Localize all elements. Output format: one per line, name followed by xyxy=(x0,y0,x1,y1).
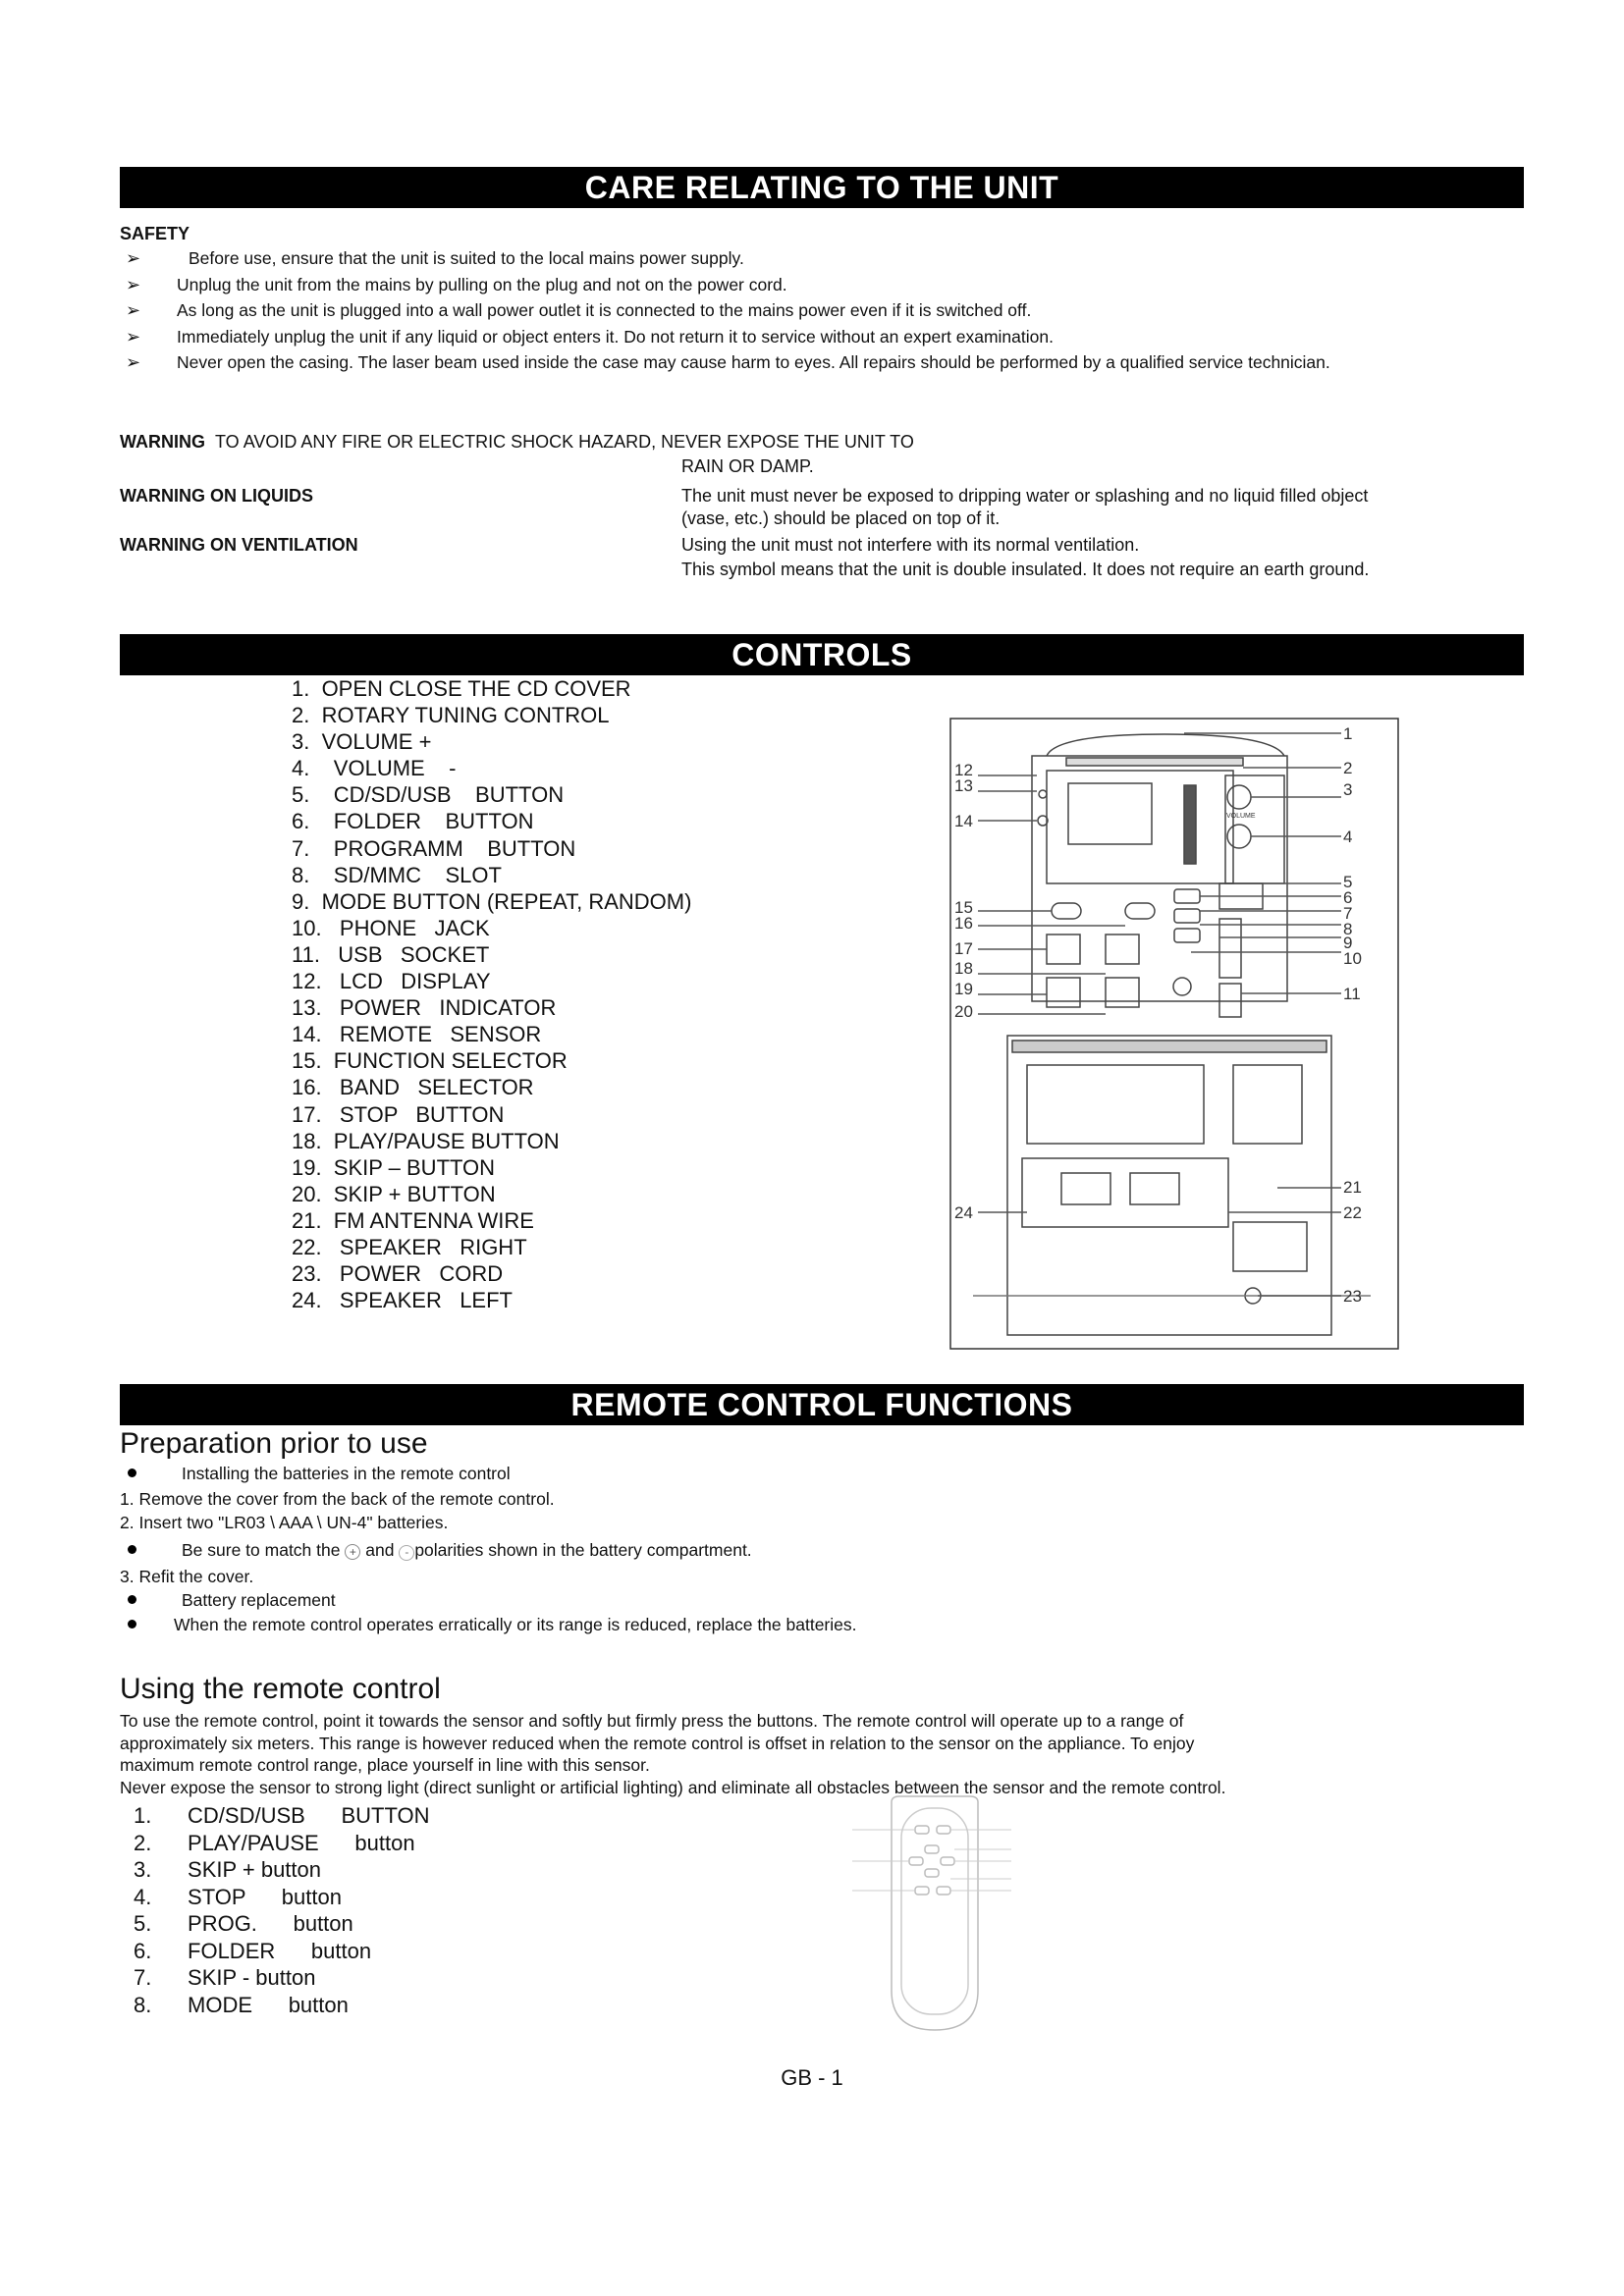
list-item: ➢ Immediately unplug the unit if any liquid or object enters it. Do not return it to service without an expert examination. xyxy=(120,324,1514,350)
bullet-dot-icon xyxy=(128,1620,136,1629)
callout-9: 9 xyxy=(1343,934,1353,952)
list-item: 14. REMOTE SENSOR xyxy=(292,1022,542,1047)
list-item: 8. SD/MMC SLOT xyxy=(292,862,502,887)
remote-button xyxy=(925,1869,939,1877)
prep-line-step3: 3. Refit the cover. xyxy=(120,1567,254,1586)
list-item: 18. PLAY/PAUSE BUTTON xyxy=(292,1128,560,1153)
callout-17: 17 xyxy=(954,939,973,958)
callout-1: 1 xyxy=(1343,724,1353,743)
function-selector xyxy=(1052,903,1081,919)
list-item: 4. VOLUME - xyxy=(292,756,457,781)
cd-cover xyxy=(1047,734,1284,756)
remote-button xyxy=(909,1857,923,1865)
remote-button xyxy=(937,1826,950,1834)
list-item: 1. CD/SD/USB BUTTON xyxy=(134,1803,430,1828)
remote-buttons-list xyxy=(134,1802,430,2018)
list-item: 7. SKIP - button xyxy=(134,1965,316,1990)
callout-4: 4 xyxy=(1343,828,1353,846)
callout-23: 23 xyxy=(1343,1287,1362,1306)
remote-button xyxy=(941,1857,954,1865)
volume-label: VOLUME xyxy=(1226,813,1256,820)
callout-11: 11 xyxy=(1343,985,1361,1003)
list-item: 10. PHONE JACK xyxy=(292,915,490,940)
list-item: 2. ROTARY TUNING CONTROL xyxy=(292,703,610,728)
list-item: 3. SKIP + button xyxy=(134,1857,321,1882)
list-item: 2. PLAY/PAUSE button xyxy=(134,1830,415,1855)
list-item: ➢ Never open the casing. The laser beam used inside the case may cause harm to eyes. All repairs should be performed by a qualified service technician. xyxy=(120,349,1532,376)
bullet-dot-icon xyxy=(128,1468,136,1477)
minus-polarity-icon: - xyxy=(399,1545,414,1561)
stop-button xyxy=(1047,934,1080,964)
list-item: 19. SKIP – BUTTON xyxy=(292,1154,496,1180)
list-item: 16. BAND SELECTOR xyxy=(292,1075,534,1100)
usb-socket xyxy=(1219,984,1241,1017)
bullet-dot-icon xyxy=(128,1545,136,1554)
plus-polarity-icon: + xyxy=(345,1544,360,1560)
remote-button xyxy=(937,1887,950,1895)
warning-line: WARNING TO AVOID ANY FIRE OR ELECTRIC SHOCK HAZARD, NEVER EXPOSE THE UNIT TO xyxy=(120,432,914,452)
list-item: 5. PROG. button xyxy=(134,1911,353,1936)
arrow-bullet-icon: ➢ xyxy=(126,352,141,372)
display-panel xyxy=(1047,771,1233,883)
list-item: 11. USB SOCKET xyxy=(292,941,490,967)
list-item: ➢ Unplug the unit from the mains by pulling on the plug and not on the power cord. xyxy=(120,272,1514,298)
using-title: Using the remote control xyxy=(120,1673,441,1705)
terminal-left xyxy=(1061,1173,1110,1204)
callout-20: 20 xyxy=(954,1002,973,1021)
warning-label: WARNING xyxy=(120,432,205,452)
list-item: ➢ Before use, ensure that the unit is suited to the local mains power supply. xyxy=(120,245,1514,272)
callout-14: 14 xyxy=(954,812,973,830)
sd-slot xyxy=(1219,919,1241,978)
care-banner: CARE RELATING TO THE UNIT xyxy=(120,167,1524,208)
warning-text-cont: RAIN OR DAMP. xyxy=(681,456,814,476)
arrow-bullet-icon: ➢ xyxy=(126,248,141,268)
skip-minus-button xyxy=(1047,978,1080,1007)
list-item: 12. LCD DISPLAY xyxy=(292,969,491,994)
list-item: 4. STOP button xyxy=(134,1884,342,1909)
volume-plus-button xyxy=(1227,785,1251,809)
callout-6: 6 xyxy=(1343,888,1353,907)
prep-line-install: Installing the batteries in the remote control xyxy=(120,1464,511,1484)
remote-button xyxy=(925,1845,939,1853)
prep-line-erratic: When the remote control operates erratically or its range is reduced, replace the batteries. xyxy=(120,1615,857,1635)
ventilation-text: Using the unit must not interfere with its normal ventilation. xyxy=(681,535,1140,555)
volume-panel xyxy=(1225,775,1284,883)
remote-control-diagram xyxy=(844,1794,1021,2040)
speaker-grille xyxy=(1012,1041,1326,1052)
callout-10: 10 xyxy=(1343,949,1362,968)
callout-22: 22 xyxy=(1343,1203,1362,1222)
list-item: ➢ As long as the unit is plugged into a wall power outlet it is connected to the mains power even if it is switched off. xyxy=(120,297,1514,324)
list-item: 23. POWER CORD xyxy=(292,1261,504,1287)
remote-banner: REMOTE CONTROL FUNCTIONS xyxy=(120,1384,1524,1425)
list-item: 8. MODE button xyxy=(134,1992,349,2017)
program-button xyxy=(1174,929,1200,942)
safety-heading: SAFETY xyxy=(120,224,190,243)
arrow-bullet-icon: ➢ xyxy=(126,326,141,347)
prep-line-replace: Battery replacement xyxy=(120,1590,336,1611)
liquids-label: WARNING ON LIQUIDS xyxy=(120,486,313,506)
page-number: GB - 1 xyxy=(781,2065,843,2090)
prep-line-step2: 2. Insert two "LR03 \ AAA \ UN-4" batteries. xyxy=(120,1513,449,1532)
power-cord-box xyxy=(1233,1222,1307,1271)
using-paragraph: To use the remote control, point it towards the sensor and softly but firmly press the buttons. The remote control will operate up to a range of approximately six meters. This range is however reduced when the remote control is offset in relation to the sensor on the appliance. To enjoy maximum remote control range, place yourself in line with this sensor. Never expose the sensor to strong light (direct sunlight or artificial lighting) and eliminate all obstacles between the sensor and the remote control. xyxy=(120,1711,1226,1797)
list-item: 17. STOP BUTTON xyxy=(292,1101,505,1127)
callout-7: 7 xyxy=(1343,904,1353,923)
list-item: 6. FOLDER BUTTON xyxy=(292,809,534,834)
callout-8: 8 xyxy=(1343,920,1353,938)
controls-list xyxy=(292,675,691,1313)
callout-24: 24 xyxy=(954,1203,973,1222)
cd-cover-top xyxy=(1066,758,1243,766)
terminal-right xyxy=(1130,1173,1179,1204)
phone-jack xyxy=(1173,978,1191,995)
speaker-left-panel xyxy=(1027,1065,1204,1144)
liquids-text-cont: (vase, etc.) should be placed on top of it. xyxy=(681,508,1001,528)
folder-button xyxy=(1174,909,1200,923)
arrow-bullet-icon: ➢ xyxy=(126,274,141,294)
speaker-right-panel xyxy=(1233,1065,1302,1144)
prep-line-match: Be sure to match the + and - polarities shown in the battery compartment. xyxy=(120,1540,752,1561)
insulation-text: This symbol means that the unit is double insulated. It does not require an earth ground. xyxy=(681,560,1370,579)
list-item: 1. OPEN CLOSE THE CD COVER xyxy=(292,676,631,701)
callout-12: 12 xyxy=(954,761,973,779)
list-item: 21. FM ANTENNA WIRE xyxy=(292,1207,534,1233)
list-item: 7. PROGRAMM BUTTON xyxy=(292,835,576,861)
list-item: 9. MODE BUTTON (REPEAT, RANDOM) xyxy=(292,888,692,914)
band-selector xyxy=(1125,903,1155,919)
list-item: 20. SKIP + BUTTON xyxy=(292,1181,496,1206)
callout-21: 21 xyxy=(1343,1178,1362,1197)
play-pause-button xyxy=(1106,934,1139,964)
remote-body xyxy=(892,1796,978,2030)
safety-list xyxy=(120,245,1514,376)
cd-sd-usb-button xyxy=(1174,889,1200,903)
callout-2: 2 xyxy=(1343,759,1353,777)
remote-inner xyxy=(901,1808,968,2014)
lcd-display xyxy=(1068,783,1152,844)
list-item: 15. FUNCTION SELECTOR xyxy=(292,1048,568,1074)
list-item: 6. FOLDER button xyxy=(134,1938,372,1963)
power-indicator xyxy=(1039,790,1047,798)
controls-banner: CONTROLS xyxy=(120,634,1524,675)
list-item: 13. POWER INDICATOR xyxy=(292,995,557,1021)
callout-19: 19 xyxy=(954,980,973,998)
remote-button xyxy=(915,1887,929,1895)
list-item: 5. CD/SD/USB BUTTON xyxy=(292,782,565,808)
ventilation-label: WARNING ON VENTILATION xyxy=(120,535,358,555)
list-item: 3. VOLUME + xyxy=(292,729,432,755)
callout-15: 15 xyxy=(954,898,973,917)
bullet-dot-icon xyxy=(128,1595,136,1604)
callout-13: 13 xyxy=(954,776,973,795)
speaker-unit xyxy=(1007,1036,1331,1335)
skip-plus-button xyxy=(1106,978,1139,1007)
device-diagram xyxy=(948,717,1400,1351)
callout-16: 16 xyxy=(954,914,973,933)
liquids-text: The unit must never be exposed to dripping water or splashing and no liquid filled object xyxy=(681,486,1369,506)
callout-3: 3 xyxy=(1343,780,1353,799)
list-item: 22. SPEAKER RIGHT xyxy=(292,1234,527,1259)
arrow-bullet-icon: ➢ xyxy=(126,300,141,320)
volume-minus-button xyxy=(1227,825,1251,848)
cd-slot xyxy=(1184,785,1196,864)
callout-5: 5 xyxy=(1343,873,1353,891)
speaker-terminals xyxy=(1022,1158,1228,1227)
list-item: 24. SPEAKER LEFT xyxy=(292,1288,513,1313)
callout-18: 18 xyxy=(954,959,973,978)
prep-line-step1: 1. Remove the cover from the back of the remote control. xyxy=(120,1489,555,1509)
prep-title: Preparation prior to use xyxy=(120,1427,428,1460)
remote-button xyxy=(915,1826,929,1834)
